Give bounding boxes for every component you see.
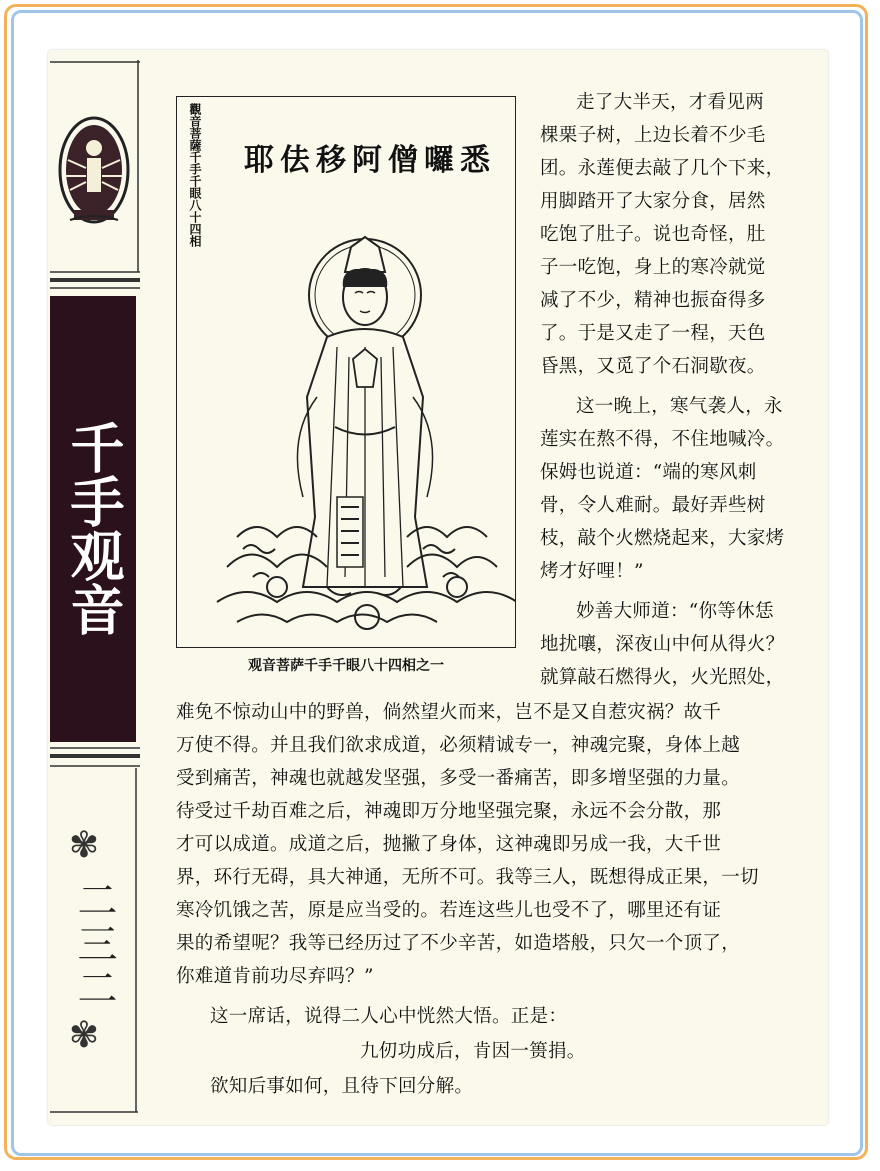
text-line: 走了大半天，才看见两: [576, 92, 765, 113]
text-line: 子一吃饱，身上的寒冷就觉: [540, 257, 766, 278]
text-line: 才可以成道。成道之后，抛撇了身体，这神魂即另成一我，大千世: [176, 834, 722, 855]
text-line: 寒冷饥饿之苦，原是应当受的。若连这些儿也受不了，哪里还有证: [176, 900, 722, 921]
text-line: 棵栗子树，上边长着不少毛: [540, 125, 766, 146]
text-line: 团。永莲便去敲了几个下来，: [540, 158, 785, 179]
text-line: 万使不得。并且我们欲求成道，必须精诚专一，神魂完聚，身体上越: [176, 735, 741, 756]
text-line: 骨，令人难耐。最好弄些树: [540, 495, 766, 516]
text-line: 昏黑，又觅了个石洞歇夜。: [540, 356, 766, 377]
guanyin-illustration: [176, 96, 516, 648]
text-line: 减了不少，精神也振奋得多: [540, 290, 766, 311]
text-line: 妙善大师道：“你等休恁: [576, 601, 774, 622]
page-number: 二三二: [71, 879, 117, 1011]
text-line: 受到痛苦，神魂也就越发坚强，多受一番痛苦，即多增坚强的力量。: [176, 768, 741, 789]
text-line: 这一席话，说得二人心中恍然大悟。正是：: [210, 1006, 568, 1027]
text-line: 地扰嚷，深夜山中何从得火？: [540, 634, 785, 655]
text-line: 吃饱了肚子。说也奇怪，肚: [540, 224, 766, 245]
text-line: 果的希望呢？我等已经历过了不少辛苦，如造塔般，只欠一个顶了，: [176, 933, 741, 954]
text-line: 烤才好哩！”: [540, 561, 644, 582]
illustration-series-label: 觀音菩薩千手千眼八十四相: [188, 103, 202, 247]
text-line: 难免不惊动山中的野兽，倘然望火而来，岂不是又自惹灾祸？故千: [176, 702, 722, 723]
text-line: 保姆也说道：“端的寒风刺: [540, 462, 757, 483]
text-line: 这一晚上，寒气袭人，永: [576, 396, 783, 417]
text-line: 了。于是又走了一程，天色: [540, 323, 766, 344]
text-line: 用脚踏开了大家分食，居然: [540, 191, 766, 212]
text-line: 欲知后事如何，且待下回分解。: [210, 1076, 474, 1097]
flower-ornament-icon: ✾: [68, 825, 100, 866]
text-line: 待受过千劫百难之后，神魂即万分地坚强完聚，永远不会分散，那: [176, 801, 722, 822]
verse-line: 九仞功成后，肯因一篑捐。: [360, 1041, 586, 1062]
flower-ornament-icon: ✾: [68, 1015, 100, 1056]
text-line: 枝，敲个火燃烧起来，大家烤: [540, 528, 785, 549]
book-title: 千手观音: [62, 420, 126, 636]
guanyin-figure-icon: [177, 97, 516, 648]
text-line: 你难道肯前功尽弃吗？”: [176, 966, 374, 987]
sidebar-title-panel: [50, 296, 136, 742]
text-line: 就算敲石燃得火，火光照处，: [540, 667, 785, 688]
illustration-caption: 观音菩萨千手千眼八十四相之一: [248, 658, 444, 674]
illustration-heading: 耶佉移阿僧囉悉: [244, 143, 496, 178]
text-line: 莲实在熬不得，不住地喊冷。: [540, 429, 785, 450]
text-line: 界，环行无碍，具大神通，无所不可。我等三人，既想得成正果，一切: [176, 867, 759, 888]
